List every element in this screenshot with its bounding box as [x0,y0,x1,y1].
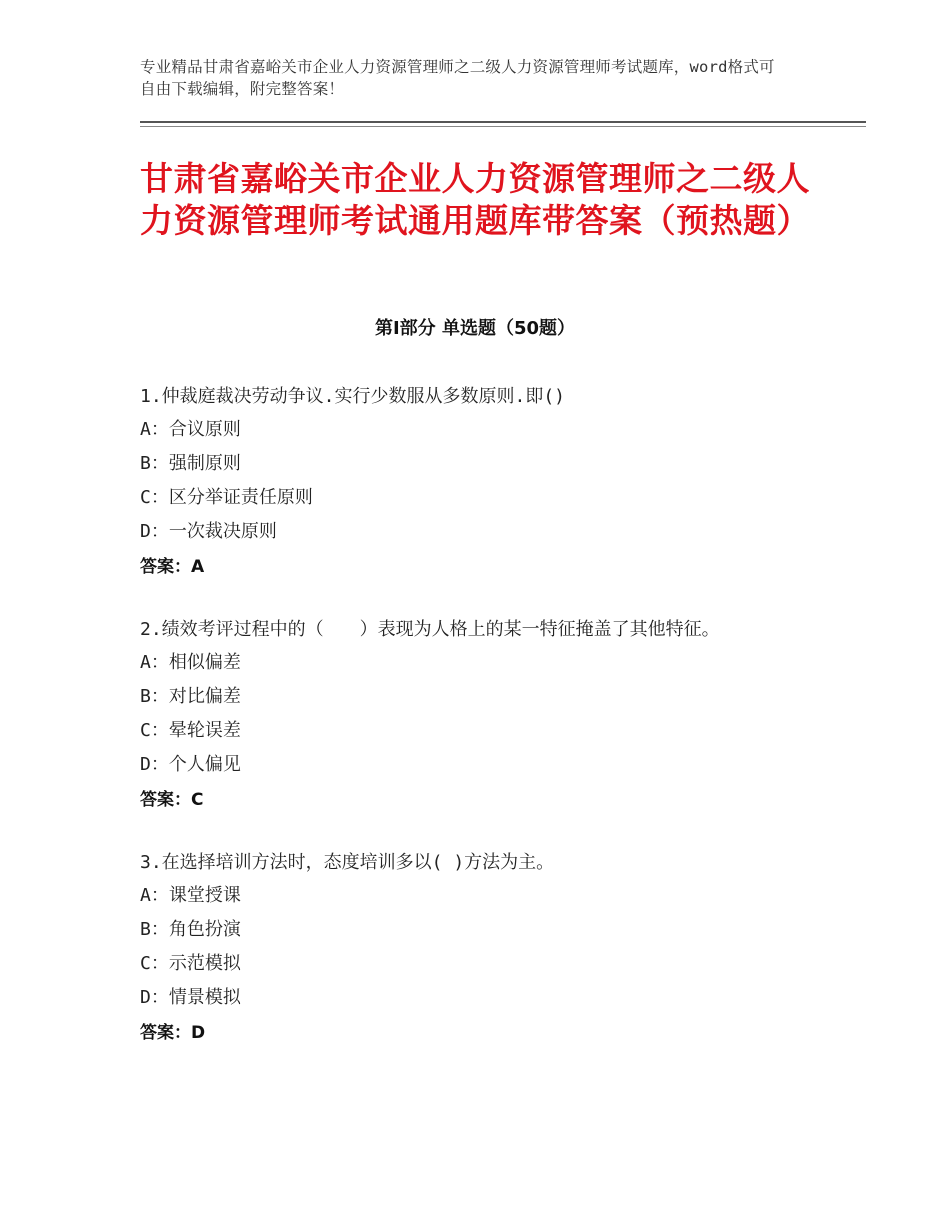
option-d: D：个人偏见 [140,754,241,775]
option-b: B：角色扮演 [140,919,241,940]
question-list [140,380,820,1079]
header-rule-thin [140,126,866,127]
header-note: 专业精品甘肃省嘉峪关市企业人力资源管理师之二级人力资源管理师考试题库，word格式可自由下载编辑，附完整答案！ [140,58,775,98]
answer: 答案：D [140,1023,206,1043]
option-c: C：区分举证责任原则 [140,487,313,508]
question-stem: 3.在选择培训方法时，态度培训多以( )方法为主。 [140,852,555,873]
option-a: A：相似偏差 [140,652,241,673]
question-stem: 2.绩效考评过程中的（ ）表现为人格上的某一特征掩盖了其他特征。 [140,619,720,640]
option-b: B：强制原则 [140,453,241,474]
option-d: D：一次裁决原则 [140,521,277,542]
header-rule-thick [140,121,866,123]
option-c: C：晕轮误差 [140,720,241,741]
section-title: 第Ⅰ部分 单选题（50题） [374,318,575,339]
option-d: D：情景模拟 [140,987,241,1008]
option-c: C：示范模拟 [140,953,241,974]
answer: 答案：C [140,790,204,810]
question-3 [140,846,820,1051]
question-1 [140,380,820,585]
option-a: A：课堂授课 [140,885,241,906]
question-2 [140,613,820,818]
document-title: 甘肃省嘉峪关市企业人力资源管理师之二级人力资源管理师考试通用题库带答案（预热题） [140,159,810,240]
option-a: A：合议原则 [140,419,241,440]
answer: 答案：A [140,557,205,577]
question-stem: 1.仲裁庭裁决劳动争议.实行少数服从多数原则.即() [140,386,566,407]
option-b: B：对比偏差 [140,686,241,707]
